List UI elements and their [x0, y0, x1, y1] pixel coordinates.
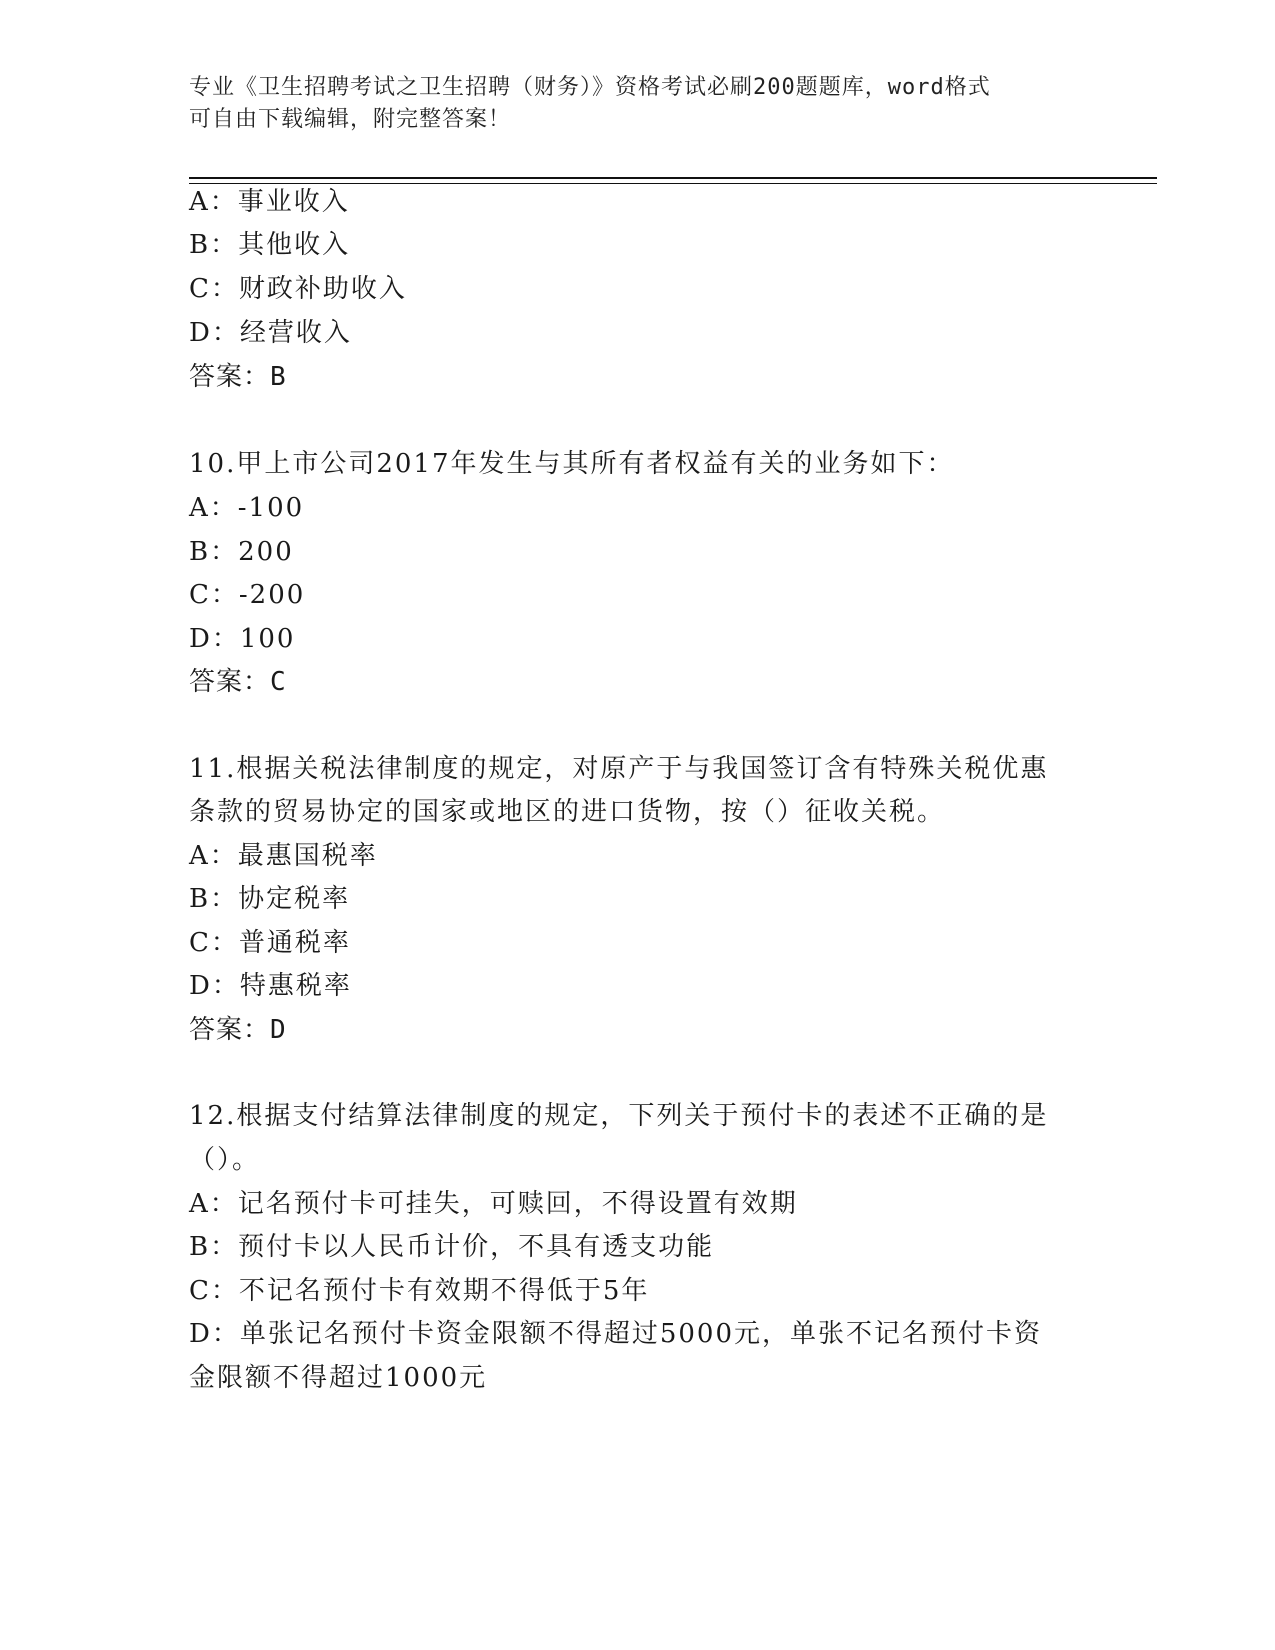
q9-option-d: D：经营收入 — [189, 318, 352, 348]
q10-option-c: C：-200 — [189, 580, 306, 610]
q12-option-d-continued: 金限额不得超过1000元 — [189, 1363, 488, 1393]
q12-option-d: D：单张记名预付卡资金限额不得超过5000元，单张不记名预付卡资 — [189, 1319, 1043, 1349]
q9-option-a: A：事业收入 — [189, 187, 350, 217]
q12-option-b: B：预付卡以人民币计价，不具有透支功能 — [189, 1232, 715, 1262]
q12-question-line-1: 12.根据支付结算法律制度的规定，下列关于预付卡的表述不正确的是 — [189, 1101, 1049, 1131]
q9-option-c: C：财政补助收入 — [189, 274, 407, 304]
q12-option-c: C：不记名预付卡有效期不得低于5年 — [189, 1276, 650, 1306]
q11-answer: 答案：D — [189, 1015, 287, 1045]
q10-question: 10.甲上市公司2017年发生与其所有者权益有关的业务如下： — [189, 449, 955, 479]
q9-answer: 答案：B — [189, 362, 287, 392]
q11-option-d: D：特惠税率 — [189, 971, 352, 1001]
q10-option-d: D：100 — [189, 624, 296, 654]
q10-option-b: B：200 — [189, 537, 294, 567]
header-divider-thick — [189, 177, 1157, 179]
q11-option-c: C：普通税率 — [189, 928, 351, 958]
document-header — [189, 72, 1069, 136]
q9-option-b: B：其他收入 — [189, 230, 351, 260]
q10-answer: 答案：C — [189, 667, 287, 697]
q11-option-b: B：协定税率 — [189, 884, 351, 914]
header-divider-thin — [189, 183, 1157, 184]
q12-question-line-2: （）。 — [189, 1145, 261, 1175]
q11-question-line-1: 11.根据关税法律制度的规定，对原产于与我国签订含有特殊关税优惠 — [189, 754, 1049, 784]
q11-question-line-2: 条款的贸易协定的国家或地区的进口货物，按（）征收关税。 — [189, 797, 946, 827]
q10-option-a: A：-100 — [189, 493, 305, 523]
q11-option-a: A：最惠国税率 — [189, 841, 378, 871]
header-title-line-1: 专业《卫生招聘考试之卫生招聘（财务）》资格考试必刷200题题库，word格式 — [189, 75, 991, 100]
header-title-line-2: 可自由下载编辑，附完整答案！ — [189, 107, 512, 132]
q12-option-a: A：记名预付卡可挂失，可赎回，不得设置有效期 — [189, 1189, 798, 1219]
